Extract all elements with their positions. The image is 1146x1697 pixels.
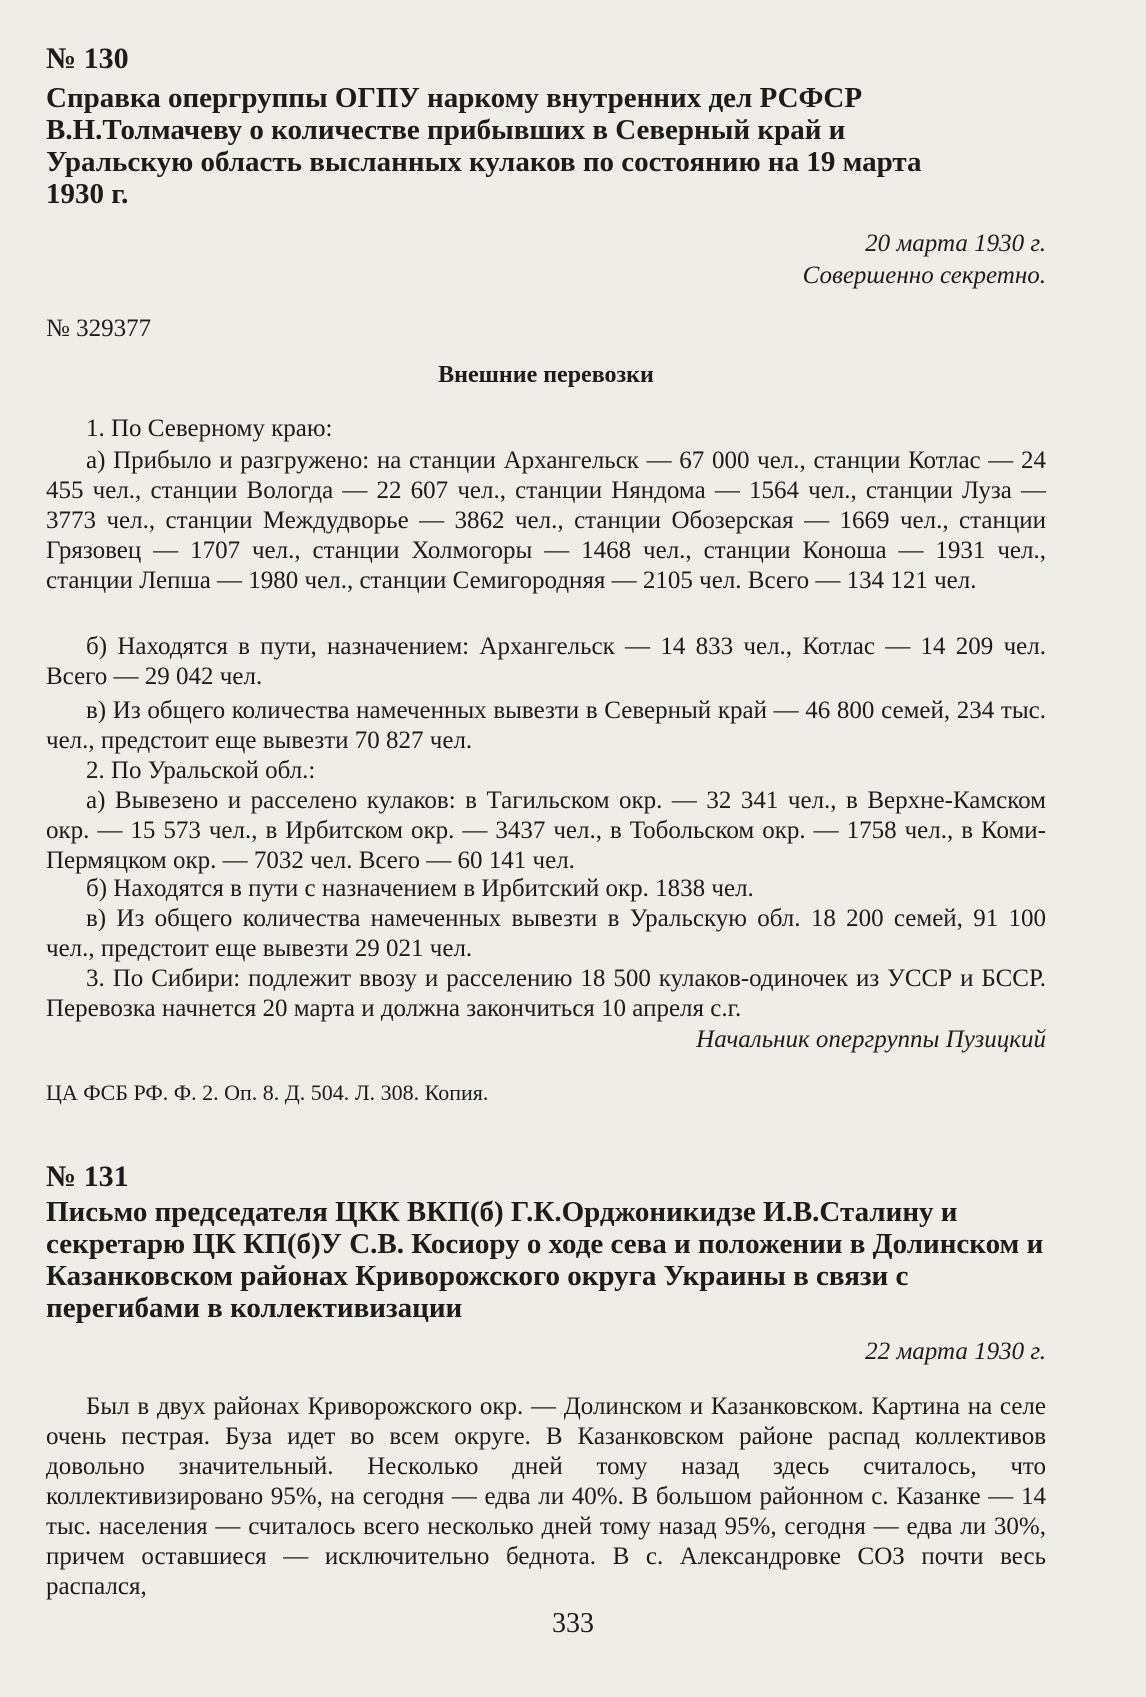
doc-130-section-title: Внешние перевозки <box>438 362 654 388</box>
doc-130-classification: Совершенно секретно. <box>802 262 1046 289</box>
doc-131-title: Письмо председателя ЦКК ВКП(б) Г.К.Орджоникидзе И.В.Сталину и секретарю ЦК КП(б)У С.В. Косиору о ходе сева и положении в Долинском и Казанковском районах Криворожского округа Украины в связи с перегибами в коллективизации <box>46 1196 1044 1324</box>
doc-130-paragraph: а) Прибыло и разгружено: на станции Архангельск — 67 000 чел., станции Котлас — 24 455 чел., станции Вологда — 22 607 чел., станции Няндома — 1564 чел., станции Луза — 3773 чел., станции Междудворье — 3862 чел., станции Обозерская — 1669 чел., станции Грязовец — 1707 чел., станции Холмогоры — 1468 чел., станции Коноша — 1931 чел., станции Лепша — 1980 чел., станции Семигородняя — 2105 чел. Всего — 134 121 чел. <box>46 447 1046 594</box>
doc-130-paragraph: а) Вывезено и расселено кулаков: в Тагильском окр. — 32 341 чел., в Верхне-Камском окр. — 15 573 чел., в Ирбитском окр. — 3437 чел., в Тобольском окр. — 1758 чел., в Коми-Пермяцком окр. — 7032 чел. Всего — 60 141 чел. <box>46 787 1046 874</box>
doc-130-paragraph: 1. По Северному краю: <box>86 415 333 442</box>
doc-130-number: № 130 <box>46 42 129 75</box>
page-number: 333 <box>552 1608 594 1639</box>
doc-130-signature: Начальник опергруппы Пузицкий <box>696 1026 1046 1053</box>
doc-130-paragraph: б) Находятся в пути с назначением в Ирбитский окр. 1838 чел. <box>86 875 754 902</box>
doc-130-title: Справка опергруппы ОГПУ наркому внутренних дел РСФСР В.Н.Толмачеву о количестве прибывших в Северный край и Уральскую область высланных кулаков по состоянию на 19 марта 1930 г. <box>46 82 922 210</box>
doc-131-number: № 131 <box>46 1160 129 1193</box>
doc-130-date: 20 марта 1930 г. <box>865 230 1046 257</box>
doc-130-reg-number: № 329377 <box>46 315 152 342</box>
doc-130-paragraph: в) Из общего количества намеченных вывезти в Северный край — 46 800 семей, 234 тыс. чел., предстоит еще вывезти 70 827 чел. <box>46 697 1046 754</box>
doc-130-paragraph: б) Находятся в пути, назначением: Архангельск — 14 833 чел., Котлас — 14 209 чел. Всего — 29 042 чел. <box>46 633 1046 690</box>
doc-131-paragraph: Был в двух районах Криворожского окр. — Долинском и Казанковском. Картина на селе очень пестрая. Буза идет во всем округе. В Казанковском районе распад коллективов довольно значительный. Несколько дней тому назад здесь считалось, что коллективизировано 95%, на сегодня — едва ли 40%. В большом районном с. Казанке — 14 тыс. населения — считалось всего несколько дней тому назад 95%, сегодня — едва ли 30%, причем оставшиеся — исключительно беднота. В с. Александровке СОЗ почти весь распался, <box>46 1393 1046 1600</box>
doc-131-date: 22 марта 1930 г. <box>865 1338 1046 1365</box>
doc-130-source: ЦА ФСБ РФ. Ф. 2. Оп. 8. Д. 504. Л. 308. Копия. <box>46 1080 489 1105</box>
doc-130-paragraph: в) Из общего количества намеченных вывезти в Уральскую обл. 18 200 семей, 91 100 чел., предстоит еще вывезти 29 021 чел. <box>46 905 1046 962</box>
doc-130-paragraph: 3. По Сибири: подлежит ввозу и расселению 18 500 кулаков-одиночек из УССР и БССР. Перевозка начнется 20 марта и должна закончиться 10 апреля с.г. <box>46 965 1046 1022</box>
doc-130-paragraph: 2. По Уральской обл.: <box>86 757 316 784</box>
